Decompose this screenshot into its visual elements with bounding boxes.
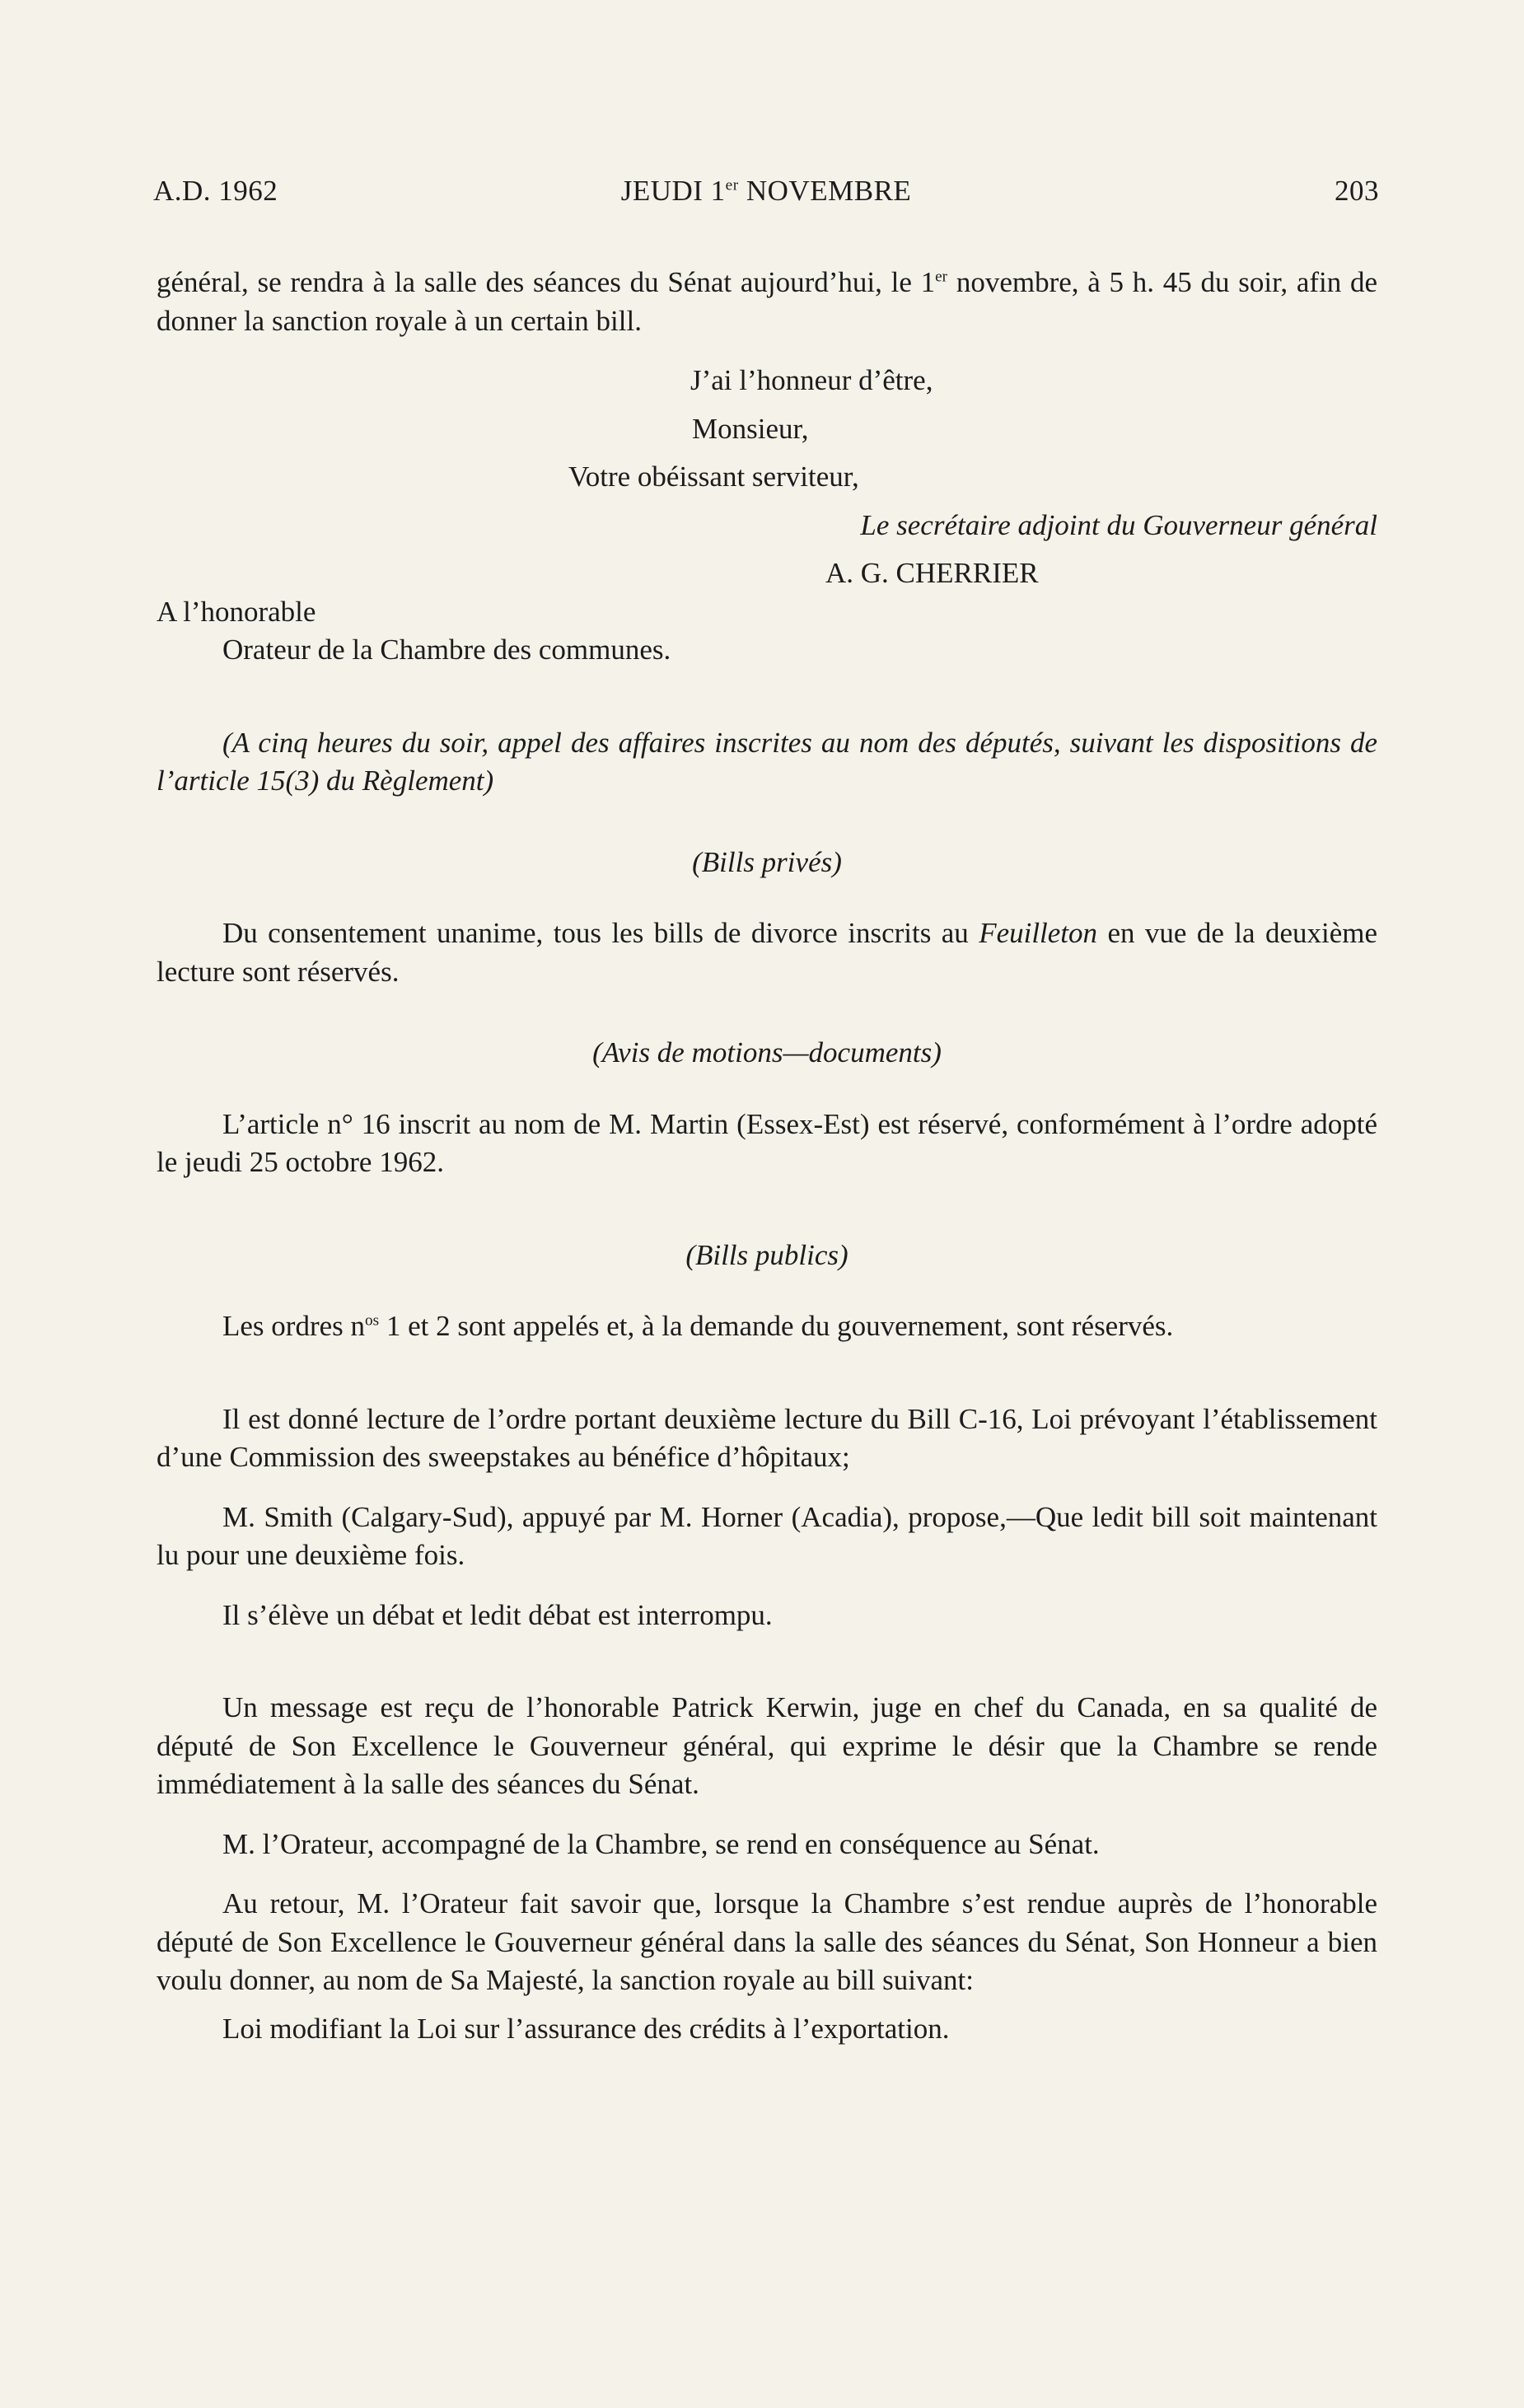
divorce-feuilleton: Feuilleton	[979, 917, 1098, 949]
opening-text: général, se rendra à la salle des séances du Sénat aujourd’hui, le 1	[157, 266, 936, 298]
header-date-month: NOVEMBRE	[738, 175, 912, 207]
signatory-name: A. G. CHERRIER	[825, 557, 1039, 589]
opening-text-end: novembre, à 5 h. 45 du soir, afin de donner la sanction royale à un certain bill.	[157, 266, 1378, 337]
notice-five-oclock: (A cinq heures du soir, appel des affaires inscrites au nom des députés, suivant les dispositions de l’article 15(3) du Règlement)	[157, 726, 1377, 797]
paragraph-orders	[157, 1307, 1377, 1346]
header-date	[153, 175, 1379, 208]
heading-private-bills: (Bills privés)	[692, 845, 842, 878]
heading-public-bills: (Bills publics)	[685, 1238, 848, 1271]
divorce-text: Du consentement unanime, tous les bills de divorce inscrits au	[222, 917, 979, 949]
closing-line-honour: J’ai l’honneur d’être,	[690, 364, 933, 396]
orders-text-end: 1 et 2 sont appelés et, à la demande du gouvernement, sont réservés.	[379, 1310, 1174, 1342]
paragraph-second-reading: Il est donné lecture de l’ordre portant deuxième lecture du Bill C-16, Loi prévoyant l’établissement d’une Commission des sweepstakes au bénéfice d’hôpitaux;	[157, 1402, 1377, 1473]
document-body	[157, 264, 1377, 2048]
address-line-2: Orateur de la Chambre des communes.	[222, 634, 671, 666]
paragraph-article-16: L’article n° 16 inscrit au nom de M. Martin (Essex-Est) est réservé, conformément à l’ordre adopté le jeudi 25 octobre 1962.	[157, 1107, 1377, 1178]
paragraph-return: Au retour, M. l’Orateur fait savoir que, lorsque la Chambre s’est rendue auprès de l’honorable député de Son Excellence le Gouverneur général dans la salle des séances du Sénat, Son Honneur a bien voulu donner, au nom de Sa Majesté, la sanction royale au bill suivant:	[157, 1887, 1377, 1996]
paragraph-divorce-bills	[157, 914, 1377, 991]
closing-line-salutation: Monsieur,	[692, 412, 809, 445]
closing-line-servant: Votre obéissant serviteur,	[568, 461, 859, 493]
header-date-day: JEUDI 1	[620, 175, 726, 207]
heading-motions-documents: (Avis de motions—documents)	[592, 1036, 942, 1068]
paragraph-message: Un message est reçu de l’honorable Patrick Kerwin, juge en chef du Canada, en sa qualité de député de Son Excellence le Gouverneur général, qui exprime le désir que la Chambre se rende immédiatement à la salle des séances du Sénat.	[157, 1691, 1377, 1800]
paragraph-smith-motion: M. Smith (Calgary-Sud), appuyé par M. Horner (Acadia), propose,—Que ledit bill soit maintenant lu pour une deuxième fois.	[157, 1500, 1377, 1571]
opening-paragraph	[157, 264, 1377, 340]
paragraph-debate: Il s’élève un débat et ledit débat est interrompu.	[222, 1598, 773, 1631]
paragraph-orator: M. l’Orateur, accompagné de la Chambre, se rend en conséquence au Sénat.	[222, 1827, 1100, 1860]
opening-sup: er	[935, 268, 948, 286]
divorce-text-end: en vue de la deuxième lecture sont réservés.	[157, 917, 1377, 988]
address-line-1: A l’honorable	[157, 595, 316, 628]
orders-sup: os	[365, 1312, 380, 1330]
paragraph-law: Loi modifiant la Loi sur l’assurance des crédits à l’exportation.	[222, 2012, 950, 2045]
header-year: A.D. 1962	[153, 175, 278, 207]
page-number: 203	[1335, 175, 1379, 207]
page-header	[153, 175, 1379, 216]
header-date-sup: er	[725, 176, 739, 194]
signatory-title: Le secrétaire adjoint du Gouverneur général	[860, 508, 1377, 541]
orders-text: Les ordres n	[222, 1310, 366, 1342]
